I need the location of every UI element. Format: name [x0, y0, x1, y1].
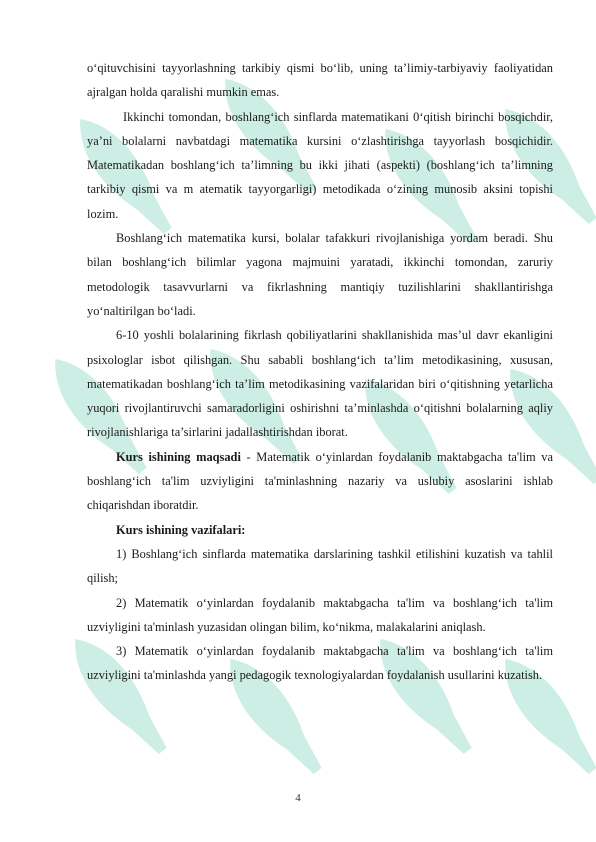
list-item-task-3 [87, 639, 553, 688]
paragraph-continuation [87, 56, 553, 105]
paragraph-second-aspect [87, 105, 553, 226]
paragraph-text: 1) Boshlang‘ich sinflarda matematika darslarining tashkil etilishini kuzatish va tahlil qilish; [87, 546, 553, 586]
paragraph-psychologists [87, 323, 553, 444]
paragraph-math-course [87, 226, 553, 323]
paragraph-text: Boshlang‘ich matematika kursi, bolalar tafakkuri rivojlanishiga yordam beradi. Shu bilan boshlang‘ich bilimlar yagona majmuini yaratadi, ikkinchi tomondan, zaruriy metodologik tasavvurlarni va fikrlashning mantiqiy tuzilishlarini shakllantirishga yo‘naltirilgan bo‘ladi. [87, 231, 553, 318]
paragraph-text: Ikkinchi tomondan, boshlang‘ich sinflarda matematikani 0‘qitish birinchi bosqichdir, ya’ni bolalarni navbatdagi matematika kursini o‘zlashtirishga tayyorlash bosqichidir. Matematikadan boshlang‘ich ta’limning bu ikki jihati (aspekti) (boshlang‘ich ta’limning tarkibiy qismi va m atematik tayyorgarligi) metodikada o‘zining munosib aksini topishi lozim. [87, 109, 553, 221]
paragraph-course-goal [87, 445, 553, 518]
paragraph-course-tasks-heading [87, 518, 553, 542]
paragraph-text: 3) Matematik o‘yinlardan foydalanib maktabgacha ta'lim va boshlang‘ich ta'lim uzviyligini ta'minlashda yangi pedagogik texnologiyalardan foydalanish usullarini kuzatish. [87, 644, 553, 683]
paragraph-text: - Matematik o‘yinlardan foydalanib maktabgacha ta'lim va boshlang‘ich ta'lim uzviyligini ta'minlashning nazariy va uslubiy asoslarini ishlab chiqarishdan iboratdir. [87, 449, 553, 513]
course-tasks-heading: Kurs ishining vazifalari: [116, 522, 246, 537]
page-number: 4 [295, 792, 301, 804]
list-item-task-1 [87, 542, 553, 591]
paragraph-text: 2) Matematik o‘yinlardan foydalanib maktabgacha ta'lim va boshlang‘ich ta'lim uzviyligini ta'minlash yuzasidan olingan bilim, ko‘nikma, malakalarini aniqlash. [87, 595, 553, 634]
list-item-task-2 [87, 591, 553, 640]
paragraph-text: o‘qituvchisini tayyorlashning tarkibiy qismi bo‘lib, uning ta’limiy-tarbiyaviy faoliyatidan ajralgan holda qaralishi mumkin emas. [87, 61, 553, 100]
paragraph-text: 6-10 yoshli bolalarining fikrlash qobiliyatlarini shakllanishida mas’ul davr ekanligini psixologlar isbot qilishgan. Shu sababli boshlang‘ich ta’lim metodikasining, xususan, matematikadan boshlang‘ich ta’lim metodikasining vazifalaridan biri o‘qitishning yetarlicha yuqori rivojlantiruvchi samaradorligini oshirishni ta’minlashda o‘qitishni bolalarning aqliy rivojlanishlariga ta’sirlarini jadallashtirishdan iborat. [87, 328, 553, 440]
course-goal-heading: Kurs ishining maqsadi [116, 449, 241, 464]
document-body [87, 56, 553, 688]
